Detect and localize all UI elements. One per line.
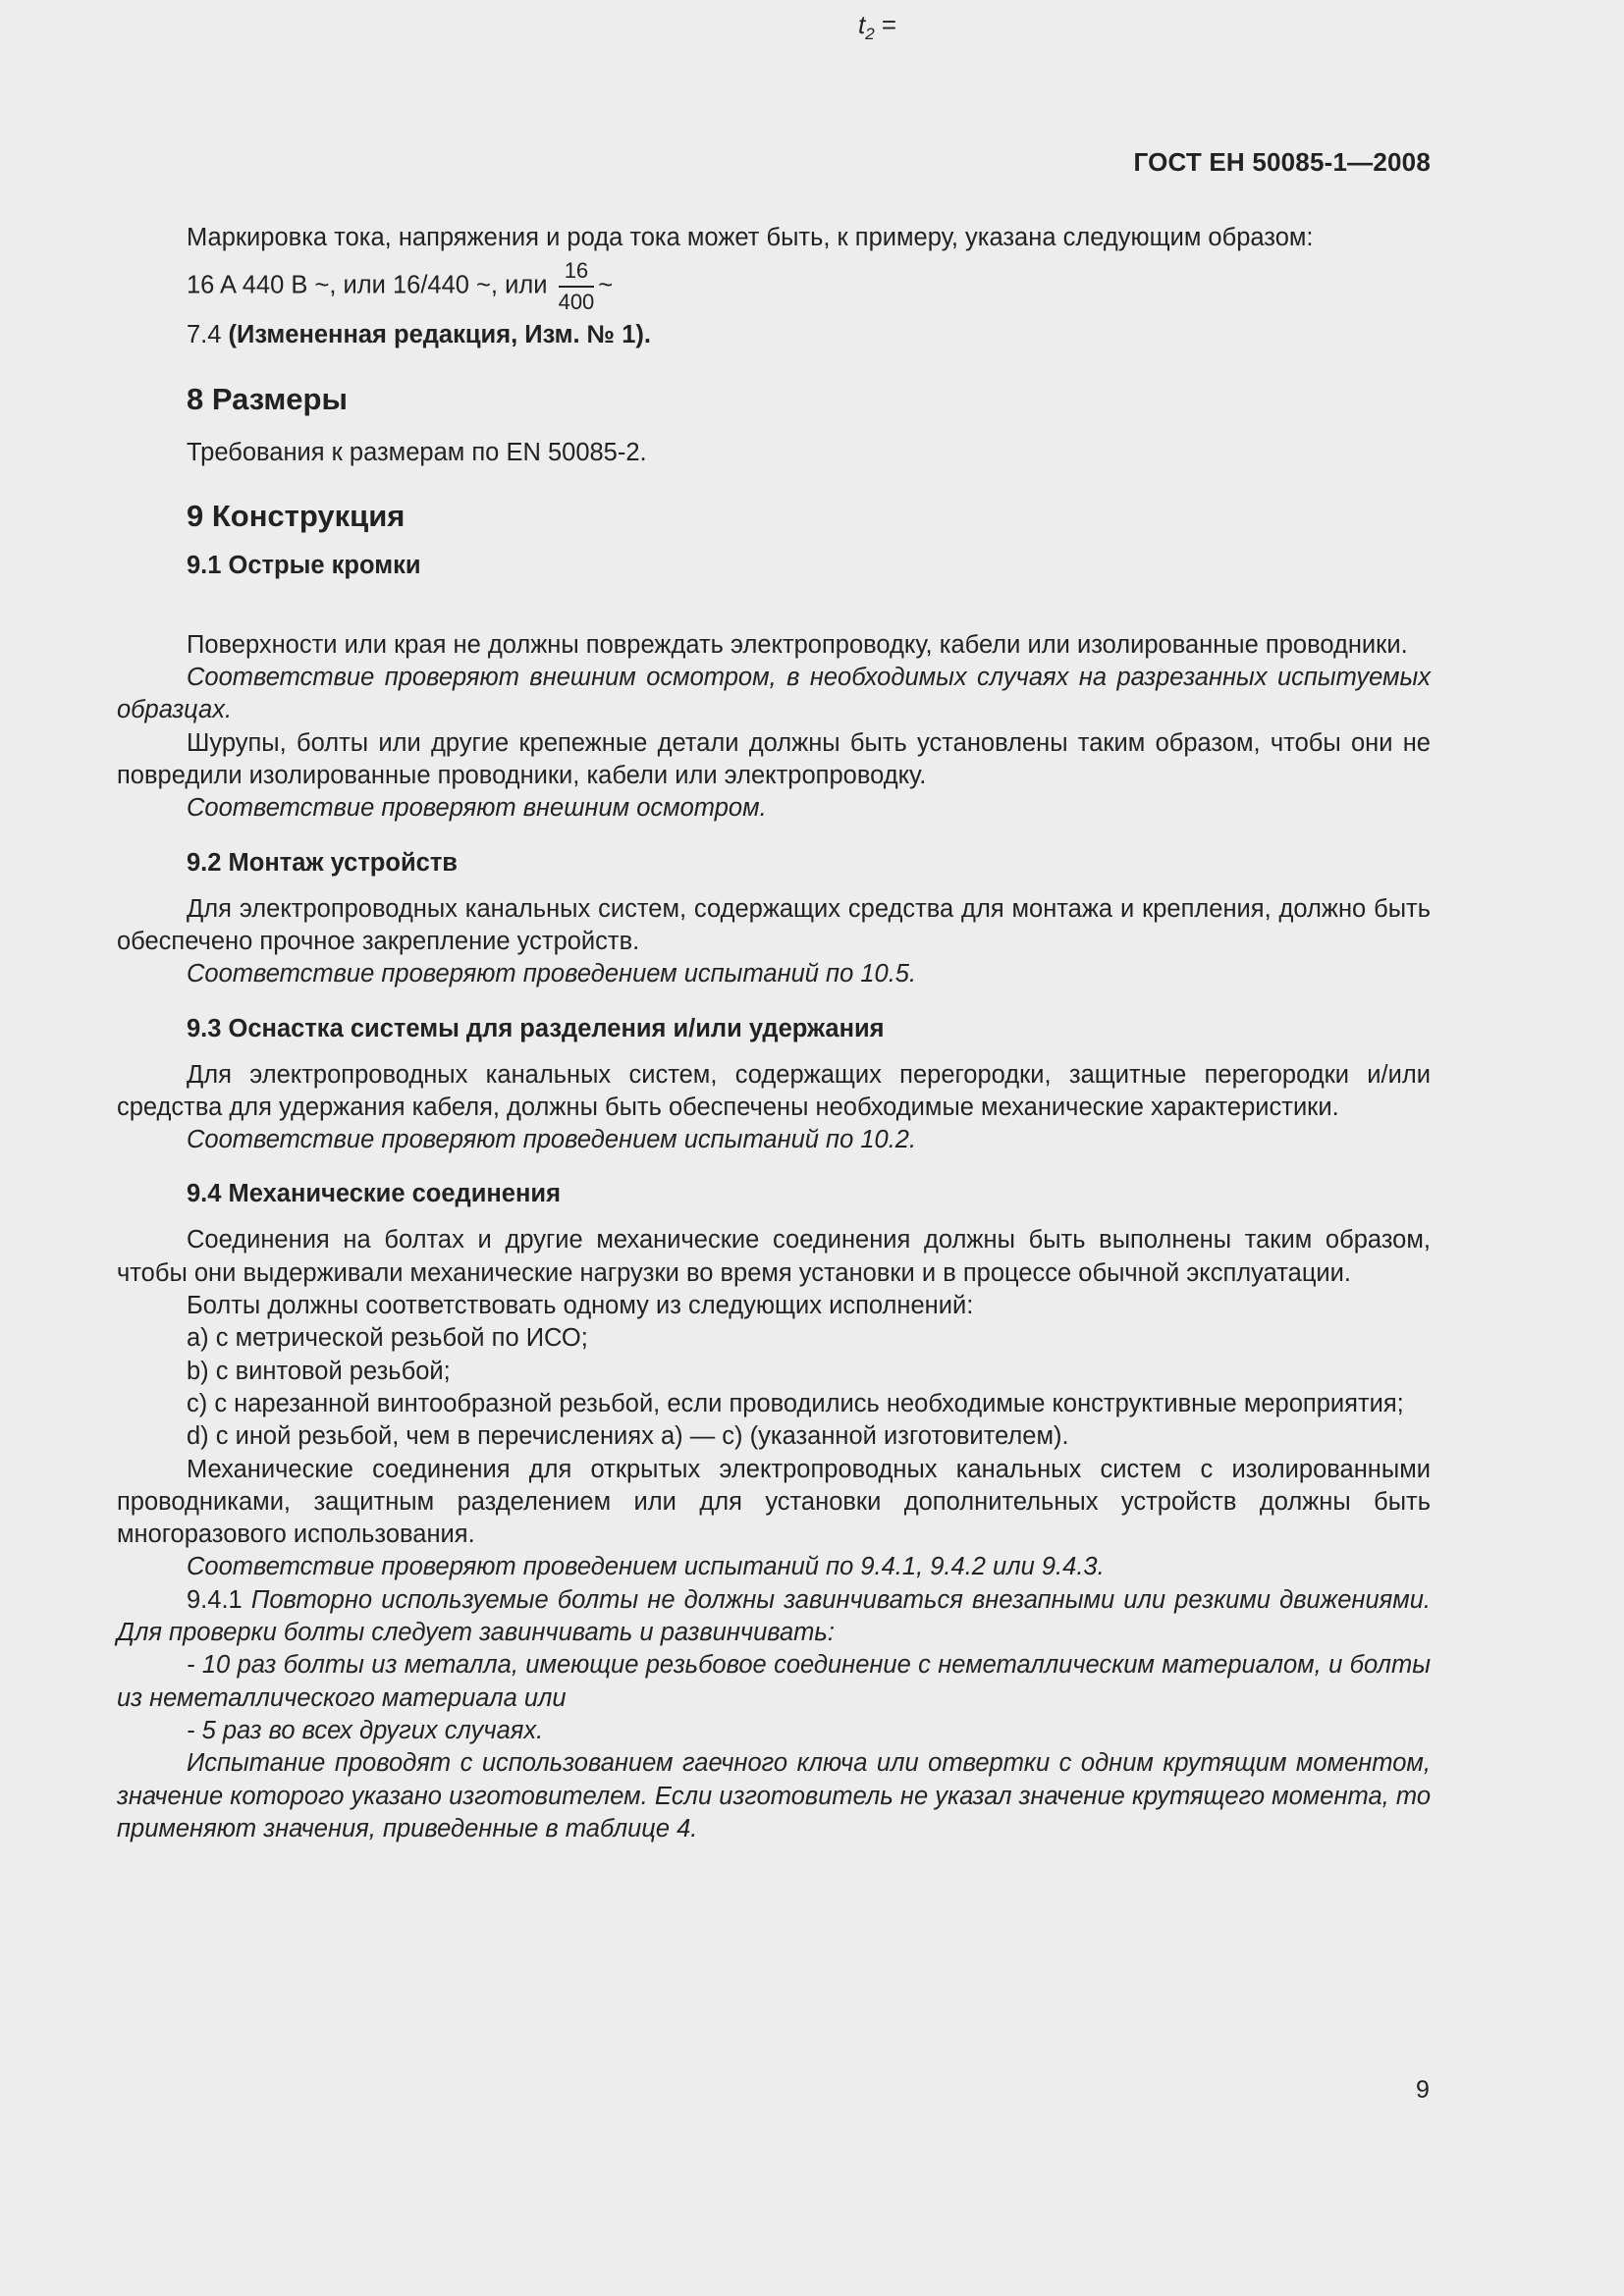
fraction-denominator: 400 — [558, 290, 595, 315]
fraction-numerator: 16 — [559, 258, 595, 288]
clause-9-4-1-text: Повторно используемые болты не должны завинчиваться внезапными или резкими движениями. Для проверки болты следует завинчивать и развинчивать: — [117, 1585, 1431, 1647]
amendment-note — [117, 319, 1431, 351]
section-8-text: Требования к размерам по EN 50085-2. — [187, 438, 647, 466]
page-number: 9 — [1416, 2076, 1430, 2104]
s91-paragraph-2: Соответствие проверяют внешним осмотром, в необходимых случаях на разрезанных испытуемых образцах. — [117, 664, 1431, 724]
clause-9-4-1 — [117, 1584, 1431, 1650]
fraction — [559, 258, 595, 315]
subsection-9-3-title: 9.3 Оснастка системы для разделения и/или удержания — [187, 1014, 885, 1042]
s94-paragraph-1: Соединения на болтах и другие механические соединения должны быть выполнены таким образом, чтобы они выдерживали механические нагрузки во время установки и в процессе обычной эксплуатации. — [117, 1226, 1431, 1287]
s91-paragraph-1: Поверхности или края не должны повреждать электропроводку, кабели или изолированные проводники. — [187, 630, 1408, 659]
artifact-subscript: 2 — [865, 25, 875, 43]
marking-paragraph: Маркировка тока, напряжения и рода тока может быть, к примеру, указана следующим образом: — [187, 224, 1314, 251]
s92-paragraph-1: Для электропроводных канальных систем, содержащих средства для монтажа и крепления, должно быть обеспечено прочное закрепление устройств. — [117, 894, 1431, 955]
subsection-9-4-title: 9.4 Механические соединения — [187, 1180, 561, 1208]
artifact-rest: = — [874, 10, 897, 39]
s94-paragraph-3: Механические соединения для открытых электропроводных канальных систем с изолированными проводниками, защитным разделением или для установки дополнительных устройств должны быть многоразового использования. — [117, 1455, 1431, 1549]
s93-paragraph-1: Для электропроводных канальных систем, содержащих перегородки, защитные перегородки и/или средства для удержания кабеля, должны быть обеспечены необходимые механические характеристики. — [117, 1060, 1431, 1121]
s94-paragraph-6: Испытание проводят с использованием гаечного ключа или отвертки с одним крутящим моментом, значение которого указано изготовителем. Если изготовитель не указал значение крутящего момента, то применяют значения, приведенные в таблице 4. — [117, 1749, 1431, 1842]
s93-paragraph-2: Соответствие проверяют проведением испытаний по 10.2. — [187, 1126, 917, 1154]
clause-9-4-1-number: 9.4.1 — [187, 1585, 251, 1614]
s91-paragraph-4: Соответствие проверяют внешним осмотром. — [187, 794, 767, 823]
list-item-a: а) с метрической резьбой по ИСО; — [187, 1324, 588, 1353]
dash-item-1: - 10 раз болты из металла, имеющие резьбовое соединение с неметаллическим материалом, и болты из неметаллического материала или — [117, 1651, 1431, 1712]
subsection-9-1-title: 9.1 Острые кромки — [187, 551, 421, 579]
s92-paragraph-2: Соответствие проверяют проведением испытаний по 10.5. — [187, 960, 917, 988]
section-9-title: 9 Конструкция — [187, 498, 406, 533]
s91-paragraph-3: Шурупы, болты или другие крепежные детали должны быть установлены таким образом, чтобы они не повредили изолированные проводники, кабели или электропроводку. — [117, 728, 1431, 790]
page-top-artifact — [858, 10, 896, 44]
standard-designation: ГОСТ ЕН 50085-1—2008 — [1133, 147, 1431, 177]
section-8-title: 8 Размеры — [187, 381, 348, 416]
example-prefix: 16 A 440 В ~, или 16/440 ~, или — [187, 272, 548, 300]
dash-item-2: - 5 раз во всех других случаях. — [187, 1716, 544, 1744]
page-content — [117, 222, 1431, 1845]
s94-paragraph-2: Болты должны соответствовать одному из следующих исполнений: — [187, 1292, 974, 1320]
subsection-9-2-title: 9.2 Монтаж устройств — [187, 848, 458, 877]
list-item-b: b) с винтовой резьбой; — [187, 1357, 451, 1385]
s94-paragraph-4: Соответствие проверяют проведением испытаний по 9.4.1, 9.4.2 или 9.4.3. — [187, 1553, 1105, 1581]
marking-example — [117, 258, 1431, 315]
amendment-text: (Измененная редакция, Изм. № 1). — [228, 321, 651, 349]
list-item-d: d) с иной резьбой, чем в перечислениях а) — с) (указанной изготовителем). — [187, 1422, 1069, 1451]
list-item-c: с) с нарезанной винтообразной резьбой, если проводились необходимые конструктивные мероприятия; — [187, 1389, 1404, 1417]
artifact-symbol: t — [858, 10, 866, 39]
example-suffix: ~ — [598, 272, 614, 300]
amendment-number: 7.4 — [187, 321, 229, 349]
